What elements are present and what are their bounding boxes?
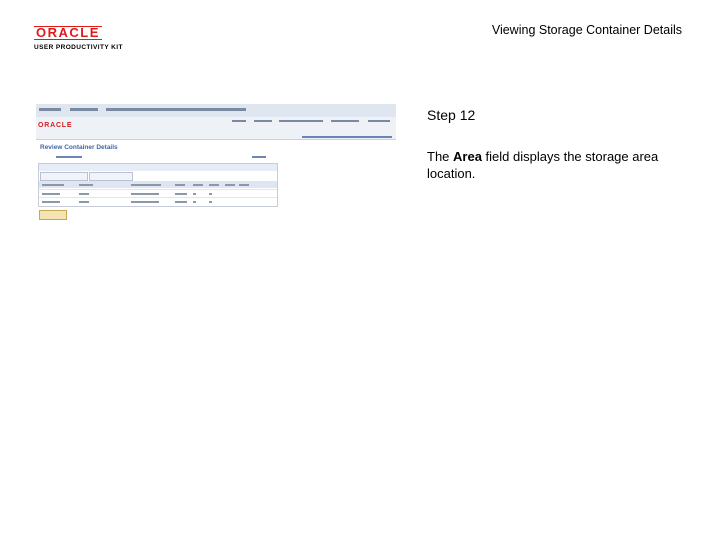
field-name: Area (453, 149, 482, 164)
thumb-find-link (56, 156, 82, 158)
thumb-tab-2 (89, 172, 133, 181)
page-title: Viewing Storage Container Details (491, 23, 682, 37)
thumb-tab-1 (40, 172, 88, 181)
thumb-breadcrumb-bar (36, 104, 396, 117)
thumb-return-button (39, 210, 67, 220)
step-description: The Area field displays the storage area location. (427, 149, 659, 181)
thumb-container-grid (38, 163, 278, 207)
thumb-page-heading: Review Container Details (40, 144, 118, 151)
step-number: Step 12 (427, 107, 476, 123)
thumb-table-row (39, 197, 277, 206)
thumb-page-links (302, 136, 392, 138)
logo-product-name: USER PRODUCTIVITY KIT (34, 44, 123, 51)
oracle-upk-logo (34, 24, 130, 51)
thumb-rewind-link (252, 156, 266, 158)
thumb-column-headers (39, 181, 277, 188)
screenshot-thumbnail (36, 104, 396, 222)
logo-wordmark: ORACLE (36, 25, 100, 40)
thumb-oracle-logo: ORACLE (38, 122, 73, 129)
